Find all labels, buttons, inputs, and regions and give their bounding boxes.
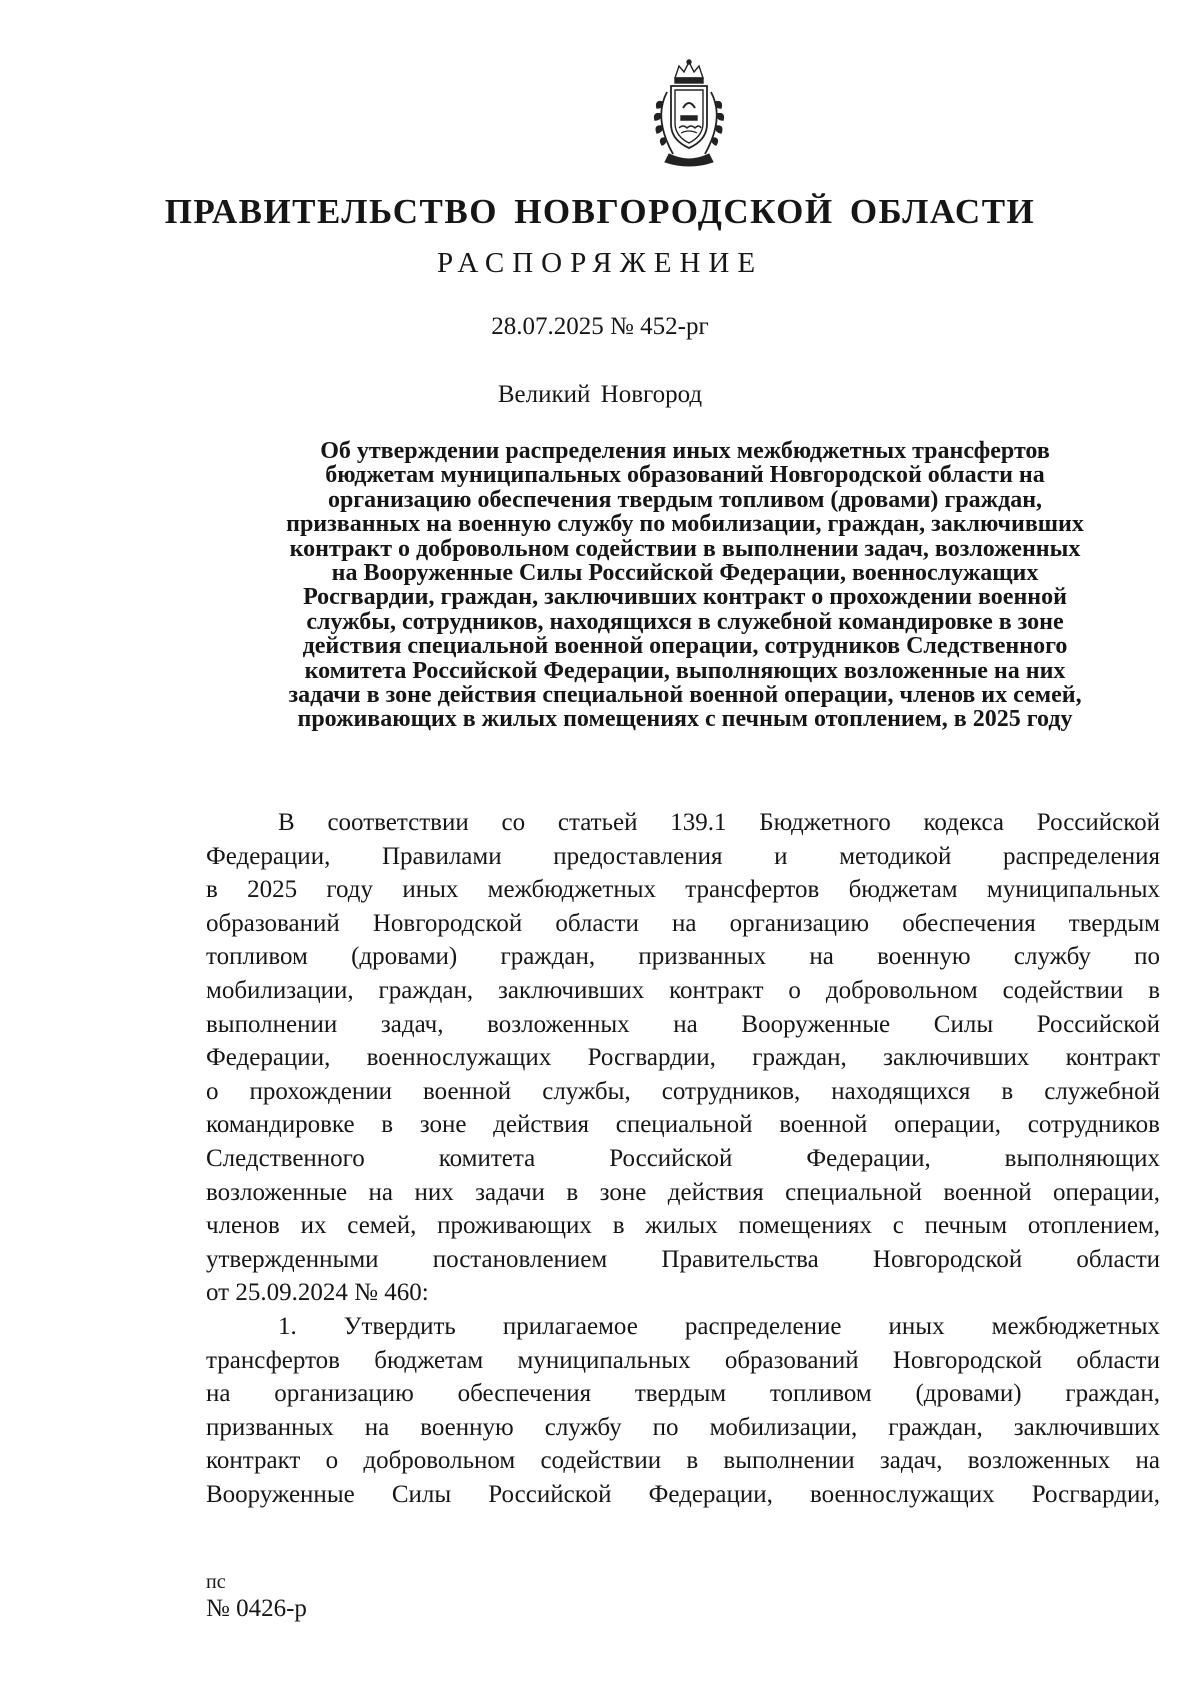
body-line: Федерации, Правилами предоставления и методикой распределения bbox=[206, 842, 1160, 870]
subject-line: действия специальной военной операции, сотрудников Следственного bbox=[302, 633, 1068, 660]
body-line: Вооруженные Силы Российской Федерации, военнослужащих Росгвардии, bbox=[206, 1480, 1160, 1508]
subject-line: службы, сотрудников, находящихся в служебной командировке в зоне bbox=[306, 608, 1064, 635]
body-line: призванных на военную службу по мобилизации, граждан, заключивших bbox=[206, 1413, 1160, 1441]
body-line: топливом (дровами) граждан, призванных на военную службу по bbox=[206, 943, 1160, 971]
document-city: Великий Новгород bbox=[497, 381, 703, 408]
subject-line: Росгвардии, граждан, заключивших контракт о прохождении военной bbox=[303, 584, 1067, 611]
subject-line: бюджетам муниципальных образований Новгородской области на bbox=[325, 462, 1045, 489]
subject-line: контракт о добровольном содействии в выполнении задач, возложенных bbox=[289, 535, 1081, 562]
subject-line: проживающих в жилых помещениях с печным отоплением, в 2025 году bbox=[297, 706, 1073, 733]
coat-of-arms-icon bbox=[643, 58, 735, 170]
subject-line: на Вооруженные Силы Российской Федерации, военнослужащих bbox=[331, 560, 1039, 587]
government-title: ПРАВИТЕЛЬСТВО НОВГОРОДСКОЙ ОБЛАСТИ bbox=[164, 192, 1036, 231]
executor-code: пс bbox=[206, 1571, 226, 1593]
document-body bbox=[206, 806, 1160, 1511]
body-line: контракт о добровольном содействии в выполнении задач, возложенных на bbox=[206, 1447, 1160, 1475]
body-line: 1. Утвердить прилагаемое распределение иных межбюджетных bbox=[278, 1312, 1160, 1340]
body-line: на организацию обеспечения твердым топливом (дровами) граждан, bbox=[206, 1380, 1160, 1408]
body-line: Федерации, военнослужащих Росгвардии, граждан, заключивших контракт bbox=[206, 1044, 1160, 1072]
body-line: образований Новгородской области на организацию обеспечения твердым bbox=[206, 909, 1160, 937]
body-line: от 25.09.2024 № 460: bbox=[206, 1279, 429, 1307]
body-line: трансфертов бюджетам муниципальных образований Новгородской области bbox=[206, 1346, 1160, 1374]
subject-line: комитета Российской Федерации, выполняющих возложенные на них bbox=[304, 657, 1066, 684]
document-date-number: 28.07.2025 № 452-рг bbox=[491, 313, 709, 340]
body-line: командировке в зоне действия специальной военной операции, сотрудников bbox=[206, 1111, 1160, 1139]
subject-line: задачи в зоне действия специальной военной операции, членов их семей, bbox=[288, 682, 1082, 709]
body-line: мобилизации, граждан, заключивших контракт о добровольном содействии в bbox=[206, 976, 1160, 1004]
body-line: Следственного комитета Российской Федерации, выполняющих bbox=[206, 1144, 1160, 1172]
body-line: утвержденными постановлением Правительства Новгородской области bbox=[206, 1245, 1160, 1273]
document-subject bbox=[205, 439, 1165, 732]
body-line: в 2025 году иных межбюджетных трансфертов бюджетам муниципальных bbox=[206, 876, 1160, 904]
body-line: возложенные на них задачи в зоне действия специальной военной операции, bbox=[206, 1178, 1160, 1206]
internal-number: № 0426-р bbox=[206, 1595, 307, 1622]
body-line: о прохождении военной службы, сотрудников, находящихся в служебной bbox=[206, 1077, 1160, 1105]
document-type: РАСПОРЯЖЕНИЕ bbox=[436, 247, 764, 279]
subject-line: призванных на военную службу по мобилизации, граждан, заключивших bbox=[286, 511, 1084, 538]
subject-line: Об утверждении распределения иных межбюджетных трансфертов bbox=[320, 438, 1050, 464]
body-line: В соответствии со статьей 139.1 Бюджетного кодекса Российской bbox=[278, 809, 1160, 836]
body-line: членов их семей, проживающих в жилых помещениях с печным отоплением, bbox=[206, 1212, 1160, 1240]
subject-line: организацию обеспечения твердым топливом (дровами) граждан, bbox=[327, 486, 1043, 513]
body-line: выполнении задач, возложенных на Вооруженные Силы Российской bbox=[206, 1010, 1160, 1038]
